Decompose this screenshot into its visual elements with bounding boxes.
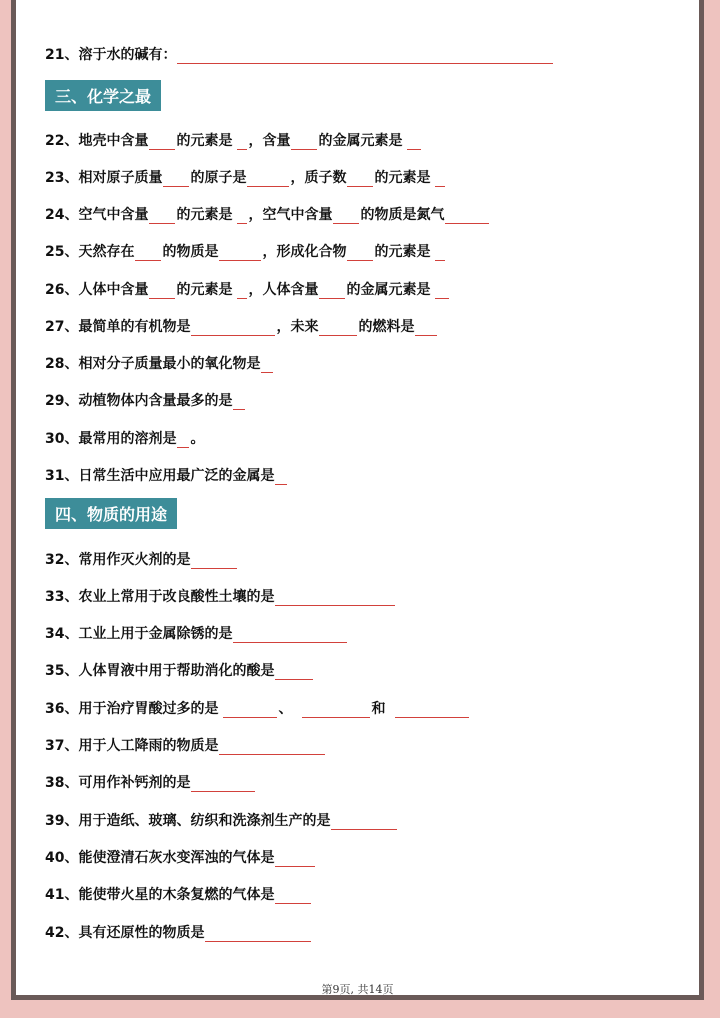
question-text: 的原子是 [190, 170, 247, 186]
answer-blank[interactable] [237, 284, 247, 299]
question-text: 22、地壳中含量 [45, 133, 149, 149]
question-24 [45, 202, 490, 224]
question-text: 21、溶于水的碱有： [45, 47, 177, 63]
question-text: 25、天然存在 [45, 244, 135, 260]
question-37 [45, 733, 326, 755]
question-text: 32、常用作灭火剂的是 [45, 552, 191, 568]
answer-blank[interactable] [333, 209, 359, 224]
section-header-chemistry-records: 三、化学之最 [45, 80, 161, 111]
answer-blank[interactable] [275, 889, 311, 904]
question-text: ，含量 [248, 133, 291, 149]
question-25 [45, 239, 446, 261]
question-text: 41、能使带火星的木条复燃的气体是 [45, 887, 275, 903]
answer-blank[interactable] [149, 209, 175, 224]
question-41 [45, 882, 312, 904]
question-38 [45, 770, 256, 792]
question-text: 的燃料是 [358, 319, 415, 335]
answer-blank[interactable] [237, 209, 247, 224]
answer-blank[interactable] [435, 284, 449, 299]
question-text: ，人体含量 [248, 282, 319, 298]
question-text: 37、用于人工降雨的物质是 [45, 738, 219, 754]
question-text: 24、空气中含量 [45, 207, 149, 223]
answer-blank[interactable] [291, 135, 317, 150]
answer-blank[interactable] [319, 284, 345, 299]
question-text: 的物质是 [162, 244, 219, 260]
question-text: 的元素是 [176, 207, 233, 223]
question-text: 42、具有还原性的物质是 [45, 925, 205, 941]
question-text: 34、工业上用于金属除锈的是 [45, 626, 233, 642]
answer-blank[interactable] [205, 927, 311, 942]
answer-blank[interactable] [247, 172, 289, 187]
question-text: 的元素是 [374, 244, 431, 260]
question-text: ，形成化合物 [262, 244, 347, 260]
answer-blank[interactable] [407, 135, 421, 150]
answer-blank[interactable] [237, 135, 247, 150]
question-40 [45, 845, 316, 867]
answer-blank[interactable] [347, 172, 373, 187]
answer-blank[interactable] [275, 470, 287, 485]
answer-blank[interactable] [275, 591, 395, 606]
question-text: 29、动植物体内含量最多的是 [45, 393, 233, 409]
question-text: 、 [278, 701, 293, 717]
question-35 [45, 658, 314, 680]
question-33 [45, 584, 396, 606]
question-text: 31、日常生活中应用最广泛的金属是 [45, 468, 275, 484]
answer-blank[interactable] [233, 395, 245, 410]
answer-blank[interactable] [415, 321, 437, 336]
question-text: 27、最简单的有机物是 [45, 319, 191, 335]
page-number-footer: 第9页, 共14页 [321, 983, 394, 996]
answer-blank[interactable] [191, 554, 237, 569]
answer-blank[interactable] [302, 703, 370, 718]
question-34 [45, 621, 348, 643]
answer-blank[interactable] [219, 246, 261, 261]
question-23 [45, 165, 446, 187]
question-text: 。 [190, 431, 205, 447]
question-30 [45, 426, 204, 448]
answer-blank[interactable] [163, 172, 189, 187]
question-text: ，质子数 [290, 170, 347, 186]
document-page [11, 0, 704, 1000]
question-31 [45, 463, 288, 485]
question-text: ，空气中含量 [248, 207, 333, 223]
answer-blank[interactable] [347, 246, 373, 261]
answer-blank[interactable] [261, 358, 273, 373]
answer-blank[interactable] [275, 852, 315, 867]
question-29 [45, 388, 246, 410]
question-text: 35、人体胃液中用于帮助消化的酸是 [45, 663, 275, 679]
section-header-substance-uses: 四、物质的用途 [45, 498, 177, 529]
question-text: 33、农业上常用于改良酸性土壤的是 [45, 589, 275, 605]
answer-blank[interactable] [435, 246, 445, 261]
question-text: 的元素是 [176, 282, 233, 298]
question-39 [45, 808, 398, 830]
question-text: 和 [371, 701, 386, 717]
answer-blank[interactable] [135, 246, 161, 261]
answer-blank[interactable] [319, 321, 357, 336]
question-26 [45, 277, 450, 299]
question-32 [45, 547, 238, 569]
question-22 [45, 128, 422, 150]
question-text: 28、相对分子质量最小的氧化物是 [45, 356, 261, 372]
question-text: 30、最常用的溶剂是 [45, 431, 177, 447]
answer-blank[interactable] [149, 284, 175, 299]
question-text: 的金属元素是 [318, 133, 403, 149]
question-text: 40、能使澄清石灰水变浑浊的气体是 [45, 850, 275, 866]
answer-blank[interactable] [191, 777, 255, 792]
question-28 [45, 351, 274, 373]
answer-blank[interactable] [233, 628, 347, 643]
question-text: 36、用于治疗胃酸过多的是 [45, 701, 219, 717]
question-36 [45, 696, 470, 718]
question-text: 38、可用作补钙剂的是 [45, 775, 191, 791]
answer-blank[interactable] [177, 433, 189, 448]
answer-blank[interactable] [445, 209, 489, 224]
answer-blank[interactable] [177, 49, 553, 64]
question-text: 的物质是氮气 [360, 207, 445, 223]
question-text: 23、相对原子质量 [45, 170, 163, 186]
answer-blank[interactable] [331, 815, 397, 830]
question-27 [45, 314, 438, 336]
question-42 [45, 920, 312, 942]
answer-blank[interactable] [435, 172, 445, 187]
question-text: 39、用于造纸、玻璃、纺织和洗涤剂生产的是 [45, 813, 331, 829]
question-text: 的元素是 [374, 170, 431, 186]
answer-blank[interactable] [219, 740, 325, 755]
answer-blank[interactable] [395, 703, 469, 718]
question-text: ，未来 [276, 319, 319, 335]
question-text: 的金属元素是 [346, 282, 431, 298]
answer-blank[interactable] [191, 321, 275, 336]
question-text: 26、人体中含量 [45, 282, 149, 298]
question-text: 的元素是 [176, 133, 233, 149]
answer-blank[interactable] [275, 665, 313, 680]
answer-blank[interactable] [149, 135, 175, 150]
question-21 [45, 42, 554, 64]
answer-blank[interactable] [223, 703, 277, 718]
